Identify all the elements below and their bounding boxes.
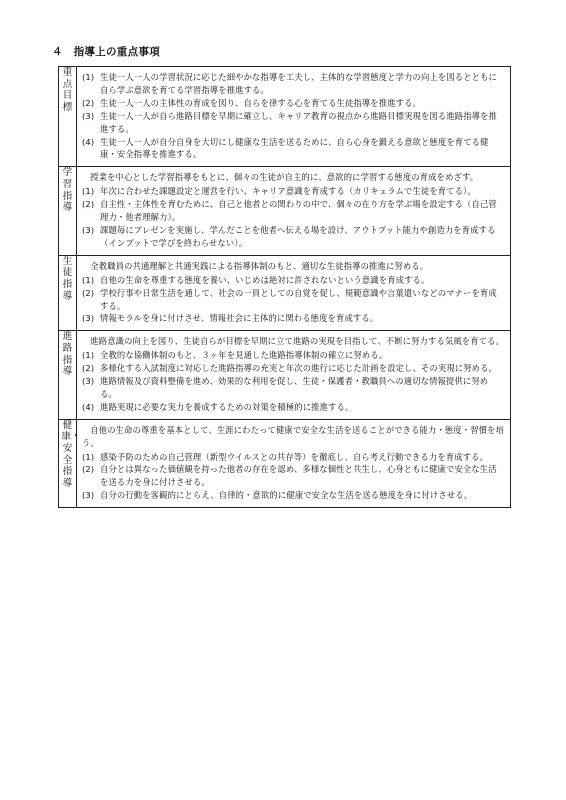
list-item (82, 136, 505, 162)
list-item-number: (2) (82, 199, 95, 210)
list-item-number: (2) (82, 464, 95, 475)
list-item-text: 感染予防のための自己管理（新型ウイルスとの共存等）を徹底し、自ら考え行動できる力を育成する。 (100, 451, 489, 462)
section-content (77, 255, 511, 331)
list-item-text: 自分とは異なった価値観を持った他者の存在を認め、多様な個性と共生し、心身ともに健康で安全な生活を送る力を身に付けさせる。 (100, 464, 497, 488)
section-row-career-guidance (59, 331, 511, 419)
list-item-number: (3) (82, 376, 95, 387)
list-item-text: 生徒一人一人の主体性の育成を図り、自らを律する心を育てる生徒指導を推進する。 (100, 97, 421, 108)
list-item-text: 多様化する入試制度に対応した進路指導の充実と年次の進行に応じた計画を設定し、その実現に努める。 (100, 363, 498, 374)
list-item-text: 生徒一人一人が自分自身を大切にし健康な生活を送るために、自ら心身を鍛える意欲と態度を育てる健康・安全指導を推進する。 (100, 136, 489, 160)
section-row-student-guidance (59, 255, 511, 331)
list-item (82, 71, 505, 97)
list-item-number: (1) (82, 186, 95, 197)
list-item (82, 110, 505, 136)
list-item (82, 489, 505, 502)
list-item-text: 自分の行動を客観的にとらえ、自律的・意欲的に健康で安全な生活を送る態度を身に付けさせる。 (100, 490, 473, 501)
list-item (82, 97, 505, 110)
list-item-text: 生徒一人一人の学習状況に応じた細やかな指導を工夫し、主体的な学習態度と学力の向上を図るとともに自ら学ぶ意欲を育てる学習指導を推進する。 (100, 72, 498, 95)
section-intro: 全教職員の共通理解と共通実践による指導体制のもと、適切な生徒指導の推進に努める。 (90, 260, 429, 271)
list-item-number: (3) (82, 313, 95, 324)
list-item-number: (4) (82, 401, 95, 412)
section-label: 生徒指導 (62, 255, 73, 302)
section-row-health-safety-guidance (59, 419, 511, 507)
priorities-table (58, 66, 511, 508)
list-item-text: 進路情報及び資料整備を進め、効果的な利用を促し、生徒・保護者・教職員への適切な情報提供に努める。 (100, 376, 489, 399)
list-item-number: (4) (82, 136, 95, 147)
list-item-text: 生徒一人一人が自ら進路目標を早期に確立し、キャリア教育の視点から進路目標実現を図る進路指導を推進する。 (100, 110, 498, 134)
list-item-text: 自主性・主体性を育むために、自己と他者との関わりの中で、個々の在り方を学ぶ場を設定する（自己管理力・他者理解力）。 (100, 199, 497, 223)
list-item (82, 362, 505, 375)
list-item-text: 学校行事や日常生活を通して、社会の一員としての自覚を促し、規範意識や言葉遣いなどのマナーを育成する。 (100, 287, 497, 311)
list-item-text: 全教的な協働体制のもと、３ヶ年を見通した進路指導体制の確立に努める。 (100, 350, 388, 361)
list-item (82, 451, 505, 464)
list-item-text: 自他の生命を尊重する態度を養い、いじめは絶対に許されないという意識を育成する。 (100, 274, 430, 285)
list-item-number: (1) (82, 350, 95, 361)
section-label-cell (59, 167, 77, 255)
section-label-cell (59, 419, 81, 507)
section-label: 進路指導 (62, 331, 73, 378)
section-label: 健康・安全指導 (61, 419, 81, 489)
list-item (82, 287, 505, 313)
list-item (82, 312, 505, 325)
section-content (77, 167, 511, 255)
list-item-text: 情報モラルを身に付けさせ、情報社会に主体的に関わる態度を育成する。 (100, 313, 379, 324)
section-content (77, 331, 511, 419)
section-content (77, 419, 511, 507)
list-item (82, 274, 505, 287)
list-item (82, 463, 505, 489)
list-item-number: (2) (82, 287, 95, 298)
list-item (82, 224, 505, 250)
section-row-study-guidance (59, 167, 511, 255)
list-item-number: (3) (82, 224, 95, 235)
list-item (82, 401, 505, 414)
section-intro: 授業を中心とした学習指導をもとに、個々の生徒が自主的に、意欲的に学習する態度の育成をめざす。 (90, 172, 479, 183)
list-item-text: 進路実現に必要な実力を養成するための対策を積極的に推進する。 (100, 401, 354, 412)
section-heading: ４ 指導上の重点事項 (52, 46, 160, 58)
list-item (82, 349, 505, 362)
list-item-number: (3) (82, 110, 95, 121)
section-intro: 自他の生命の尊重を基本として、生涯にわたって健康で安全な生活を送ることができる能力・態度・習慣を培う。 (82, 424, 505, 448)
priorities-table-body (59, 67, 511, 508)
list-item-text: 年次に合わせた課題設定と運営を行い、キャリア意識を育成する（カリキュラムで生徒を育てる）。 (100, 186, 476, 197)
list-item-text: 課題毎にプレゼンを実施し、学んだことを他者へ伝える場を設け、アウトプット能力や創造力を育成する（インプットで学びを終わらせない）。 (100, 224, 496, 248)
section-content (77, 67, 511, 167)
list-item-number: (3) (82, 490, 95, 501)
section-label-cell (59, 67, 77, 167)
list-item-number: (1) (82, 451, 95, 462)
list-item (82, 185, 505, 198)
section-label: 学習指導 (62, 167, 73, 214)
list-item-number: (2) (82, 97, 95, 108)
section-label: 重点目標 (62, 67, 73, 113)
section-label-cell (59, 331, 77, 419)
list-item-number: (1) (82, 274, 95, 285)
list-item-number: (1) (82, 72, 95, 82)
list-item (82, 375, 505, 401)
section-row-key-goals (59, 67, 511, 167)
section-intro: 進路意識の向上を図り、生徒自らが目標を早期に立て進路の実現を目指して、不断に努力する気風を育てる。 (90, 336, 505, 347)
list-item (82, 198, 505, 224)
section-label-cell (59, 255, 77, 331)
list-item-number: (2) (82, 363, 95, 374)
